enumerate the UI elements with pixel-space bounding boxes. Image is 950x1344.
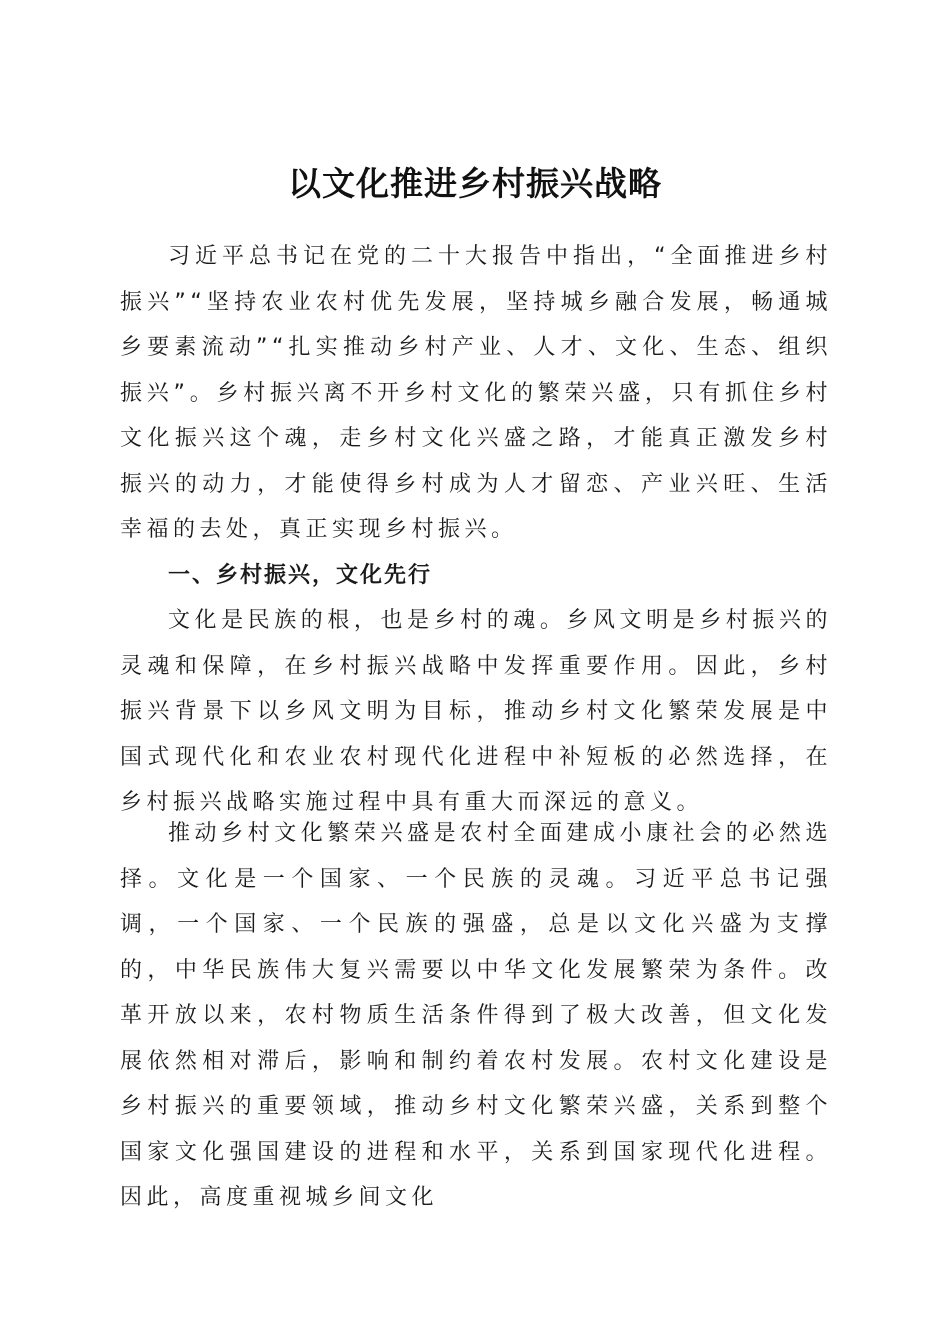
body-text-block-2: [120, 811, 832, 1221]
paragraph-intro: 习近平总书记在党的二十大报告中指出，“全面推进乡村振兴”“坚持农业农村优先发展，坚持城乡融合发展，畅通城乡要素流动”“扎实推动乡村产业、人才、文化、生态、组织振兴”。乡村振兴离不开乡村文化的繁荣兴盛，只有抓住乡村文化振兴这个魂，走乡村文化兴盛之路，才能真正激发乡村振兴的动力，才能使得乡村成为人才留恋、产业兴旺、生活幸福的去处，真正实现乡村振兴。: [120, 244, 832, 542]
body-text-block-1: [120, 234, 832, 826]
section-heading-1: 一、乡村振兴，文化先行: [168, 562, 433, 588]
paragraph-culture-root: 文化是民族的根，也是乡村的魂。乡风文明是乡村振兴的灵魂和保障，在乡村振兴战略中发挥重要作用。因此，乡村振兴背景下以乡风文明为目标，推动乡村文化繁荣发展是中国式现代化和农业农村现代化进程中补短板的必然选择，在乡村振兴战略实施过程中具有重大而深远的意义。: [120, 608, 832, 815]
document-title: 以文化推进乡村振兴战略: [288, 164, 662, 204]
paragraph-rural-culture: 推动乡村文化繁荣兴盛是农村全面建成小康社会的必然选择。文化是一个国家、一个民族的灵魂。习近平总书记强调，一个国家、一个民族的强盛，总是以文化兴盛为支撑的，中华民族伟大复兴需要以中华文化发展繁荣为条件。改革开放以来，农村物质生活条件得到了极大改善，但文化发展依然相对滞后，影响和制约着农村发展。农村文化建设是乡村振兴的重要领域，推动乡村文化繁荣兴盛，关系到整个国家文化强国建设的进程和水平，关系到国家现代化进程。因此，高度重视城乡间文化: [120, 821, 832, 1210]
